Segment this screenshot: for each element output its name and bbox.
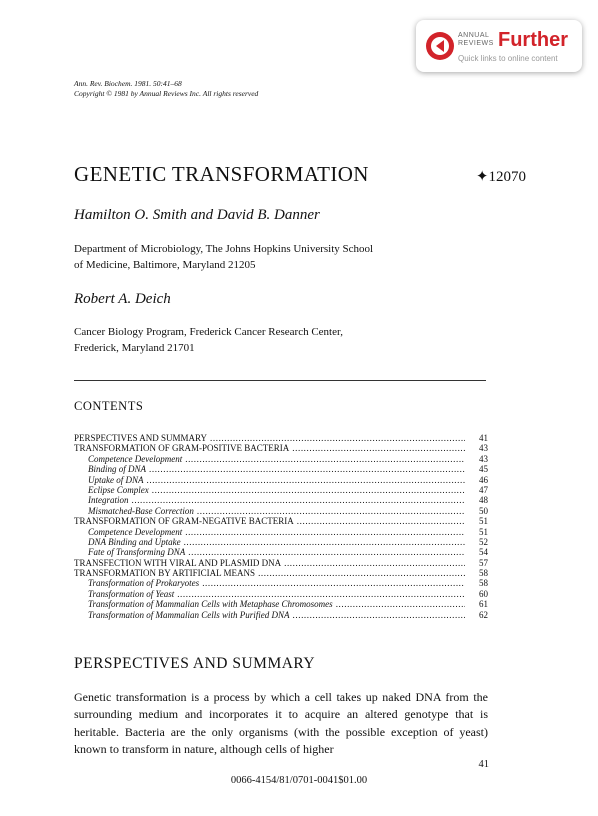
authors-group-2: Robert A. Deich	[74, 291, 171, 307]
toc-entry-label: Transformation of Mammalian Cells with Purified DNA	[88, 609, 290, 620]
toc-entry-page: 43	[479, 443, 488, 454]
toc-entry-page: 43	[479, 453, 488, 464]
toc-leader-dots	[297, 516, 465, 526]
toc-entry-page: 41	[479, 433, 488, 443]
toc-entry-page: 50	[479, 505, 488, 516]
divider-rule	[74, 380, 486, 381]
toc-entry-page: 57	[479, 557, 488, 568]
article-code: ✦12070	[475, 169, 526, 185]
toc-subentry[interactable]	[74, 610, 488, 620]
toc-entry-label: Binding of DNA	[88, 464, 146, 475]
toc-entry-page: 60	[479, 588, 488, 599]
page-number: 41	[478, 759, 489, 770]
toc-entry-label: TRANSFORMATION BY ARTIFICIAL MEANS	[74, 568, 256, 579]
further-badge[interactable]	[416, 20, 582, 72]
toc-entry-label: TRANSFECTION WITH VIRAL AND PLASMID DNA	[74, 557, 282, 568]
toc-leader-dots	[258, 568, 465, 578]
toc-entry-label: Mismatched-Base Correction	[88, 505, 194, 516]
table-of-contents	[74, 433, 488, 620]
toc-entry-page: 47	[479, 484, 488, 495]
toc-entry-label: Eclipse Complex	[88, 484, 149, 495]
annual-reviews-wordmark: ANNUAL REVIEWS	[458, 32, 494, 47]
toc-entry-page: 58	[479, 578, 488, 589]
toc-leader-dots	[284, 558, 465, 568]
toc-subentry[interactable]	[74, 547, 488, 557]
toc-subentry[interactable]	[74, 506, 488, 516]
toc-entry-label: Uptake of DNA	[88, 474, 144, 485]
toc-entry-page: 46	[479, 474, 488, 485]
affiliation-2: Cancer Biology Program, Frederick Cancer Research Center, Frederick, Maryland 21701	[74, 326, 343, 354]
toc-entry-label: Transformation of Prokaryotes	[88, 578, 200, 589]
toc-entry-label: Transformation of Mammalian Cells with Metaphase Chromosomes	[88, 599, 333, 610]
journal-citation: Ann. Rev. Biochem. 1981. 50:41–68 Copyright © 1981 by Annual Reviews Inc. All rights reserved	[74, 79, 259, 98]
contents-heading: CONTENTS	[74, 399, 144, 413]
toc-entry-label: PERSPECTIVES AND SUMMARY	[74, 433, 208, 443]
toc-entry[interactable]	[74, 516, 488, 526]
toc-leader-dots	[177, 589, 465, 599]
toc-subentry[interactable]	[74, 537, 488, 547]
toc-entry-label: TRANSFORMATION OF GRAM-POSITIVE BACTERIA	[74, 443, 290, 454]
toc-entry[interactable]	[74, 568, 488, 578]
further-label: Further	[498, 29, 568, 51]
toc-entry-page: 62	[479, 609, 488, 620]
toc-leader-dots	[336, 599, 465, 609]
toc-subentry[interactable]	[74, 464, 488, 474]
toc-leader-dots	[293, 610, 465, 620]
toc-entry-page: 58	[479, 568, 488, 579]
article-title: GENETIC TRANSFORMATION	[74, 162, 369, 186]
toc-leader-dots	[210, 433, 465, 443]
toc-entry-page: 61	[479, 599, 488, 610]
toc-entry-label: DNA Binding and Uptake	[88, 536, 181, 547]
toc-leader-dots	[147, 475, 466, 485]
section-heading: PERSPECTIVES AND SUMMARY	[74, 655, 316, 672]
toc-leader-dots	[197, 506, 465, 516]
toc-leader-dots	[132, 495, 466, 505]
toc-entry[interactable]	[74, 443, 488, 453]
toc-entry-label: Competence Development	[88, 453, 183, 464]
toc-entry-page: 51	[479, 516, 488, 527]
toc-entry[interactable]	[74, 558, 488, 568]
affiliation-1: Department of Microbiology, The Johns Hopkins University School of Medicine, Baltimore, Maryland 21205	[74, 243, 374, 271]
toc-leader-dots	[185, 454, 465, 464]
authors-group-1: Hamilton O. Smith and David B. Danner	[74, 207, 320, 223]
toc-leader-dots	[185, 527, 465, 537]
toc-entry-page: 52	[479, 536, 488, 547]
quick-links-label: Quick links to online content	[458, 54, 558, 63]
footer-code: 0066-4154/81/0701-0041$01.00	[230, 775, 368, 786]
toc-subentry[interactable]	[74, 527, 488, 537]
toc-entry-label: TRANSFORMATION OF GRAM-NEGATIVE BACTERIA	[74, 516, 294, 527]
toc-entry-page: 54	[479, 547, 488, 558]
toc-leader-dots	[202, 578, 465, 588]
body-paragraph: Genetic transformation is a process by which a cell takes up naked DNA from the surrounding medium and incorporates it to acquire an altered genotype that is heritable. Bacteria are the only organisms (with the possible exception of yeast) known to transform in nature, although cells of higher	[74, 690, 488, 756]
toc-subentry[interactable]	[74, 475, 488, 485]
toc-subentry[interactable]	[74, 589, 488, 599]
toc-leader-dots	[188, 547, 465, 557]
toc-entry[interactable]	[74, 433, 488, 443]
toc-leader-dots	[149, 464, 465, 474]
toc-entry-page: 45	[479, 464, 488, 475]
toc-entry-label: Integration	[88, 495, 129, 506]
toc-subentry[interactable]	[74, 599, 488, 609]
toc-entry-label: Fate of Transforming DNA	[88, 547, 186, 558]
toc-entry-page: 48	[479, 495, 488, 506]
toc-leader-dots	[184, 537, 465, 547]
toc-subentry[interactable]	[74, 485, 488, 495]
annual-reviews-logo-icon	[424, 30, 456, 62]
toc-entry-label: Competence Development	[88, 526, 183, 537]
toc-entry-page: 51	[479, 526, 488, 537]
toc-subentry[interactable]	[74, 495, 488, 505]
toc-subentry[interactable]	[74, 578, 488, 588]
toc-entry-label: Transformation of Yeast	[88, 588, 175, 599]
toc-leader-dots	[292, 443, 465, 453]
toc-leader-dots	[152, 485, 465, 495]
toc-subentry[interactable]	[74, 454, 488, 464]
